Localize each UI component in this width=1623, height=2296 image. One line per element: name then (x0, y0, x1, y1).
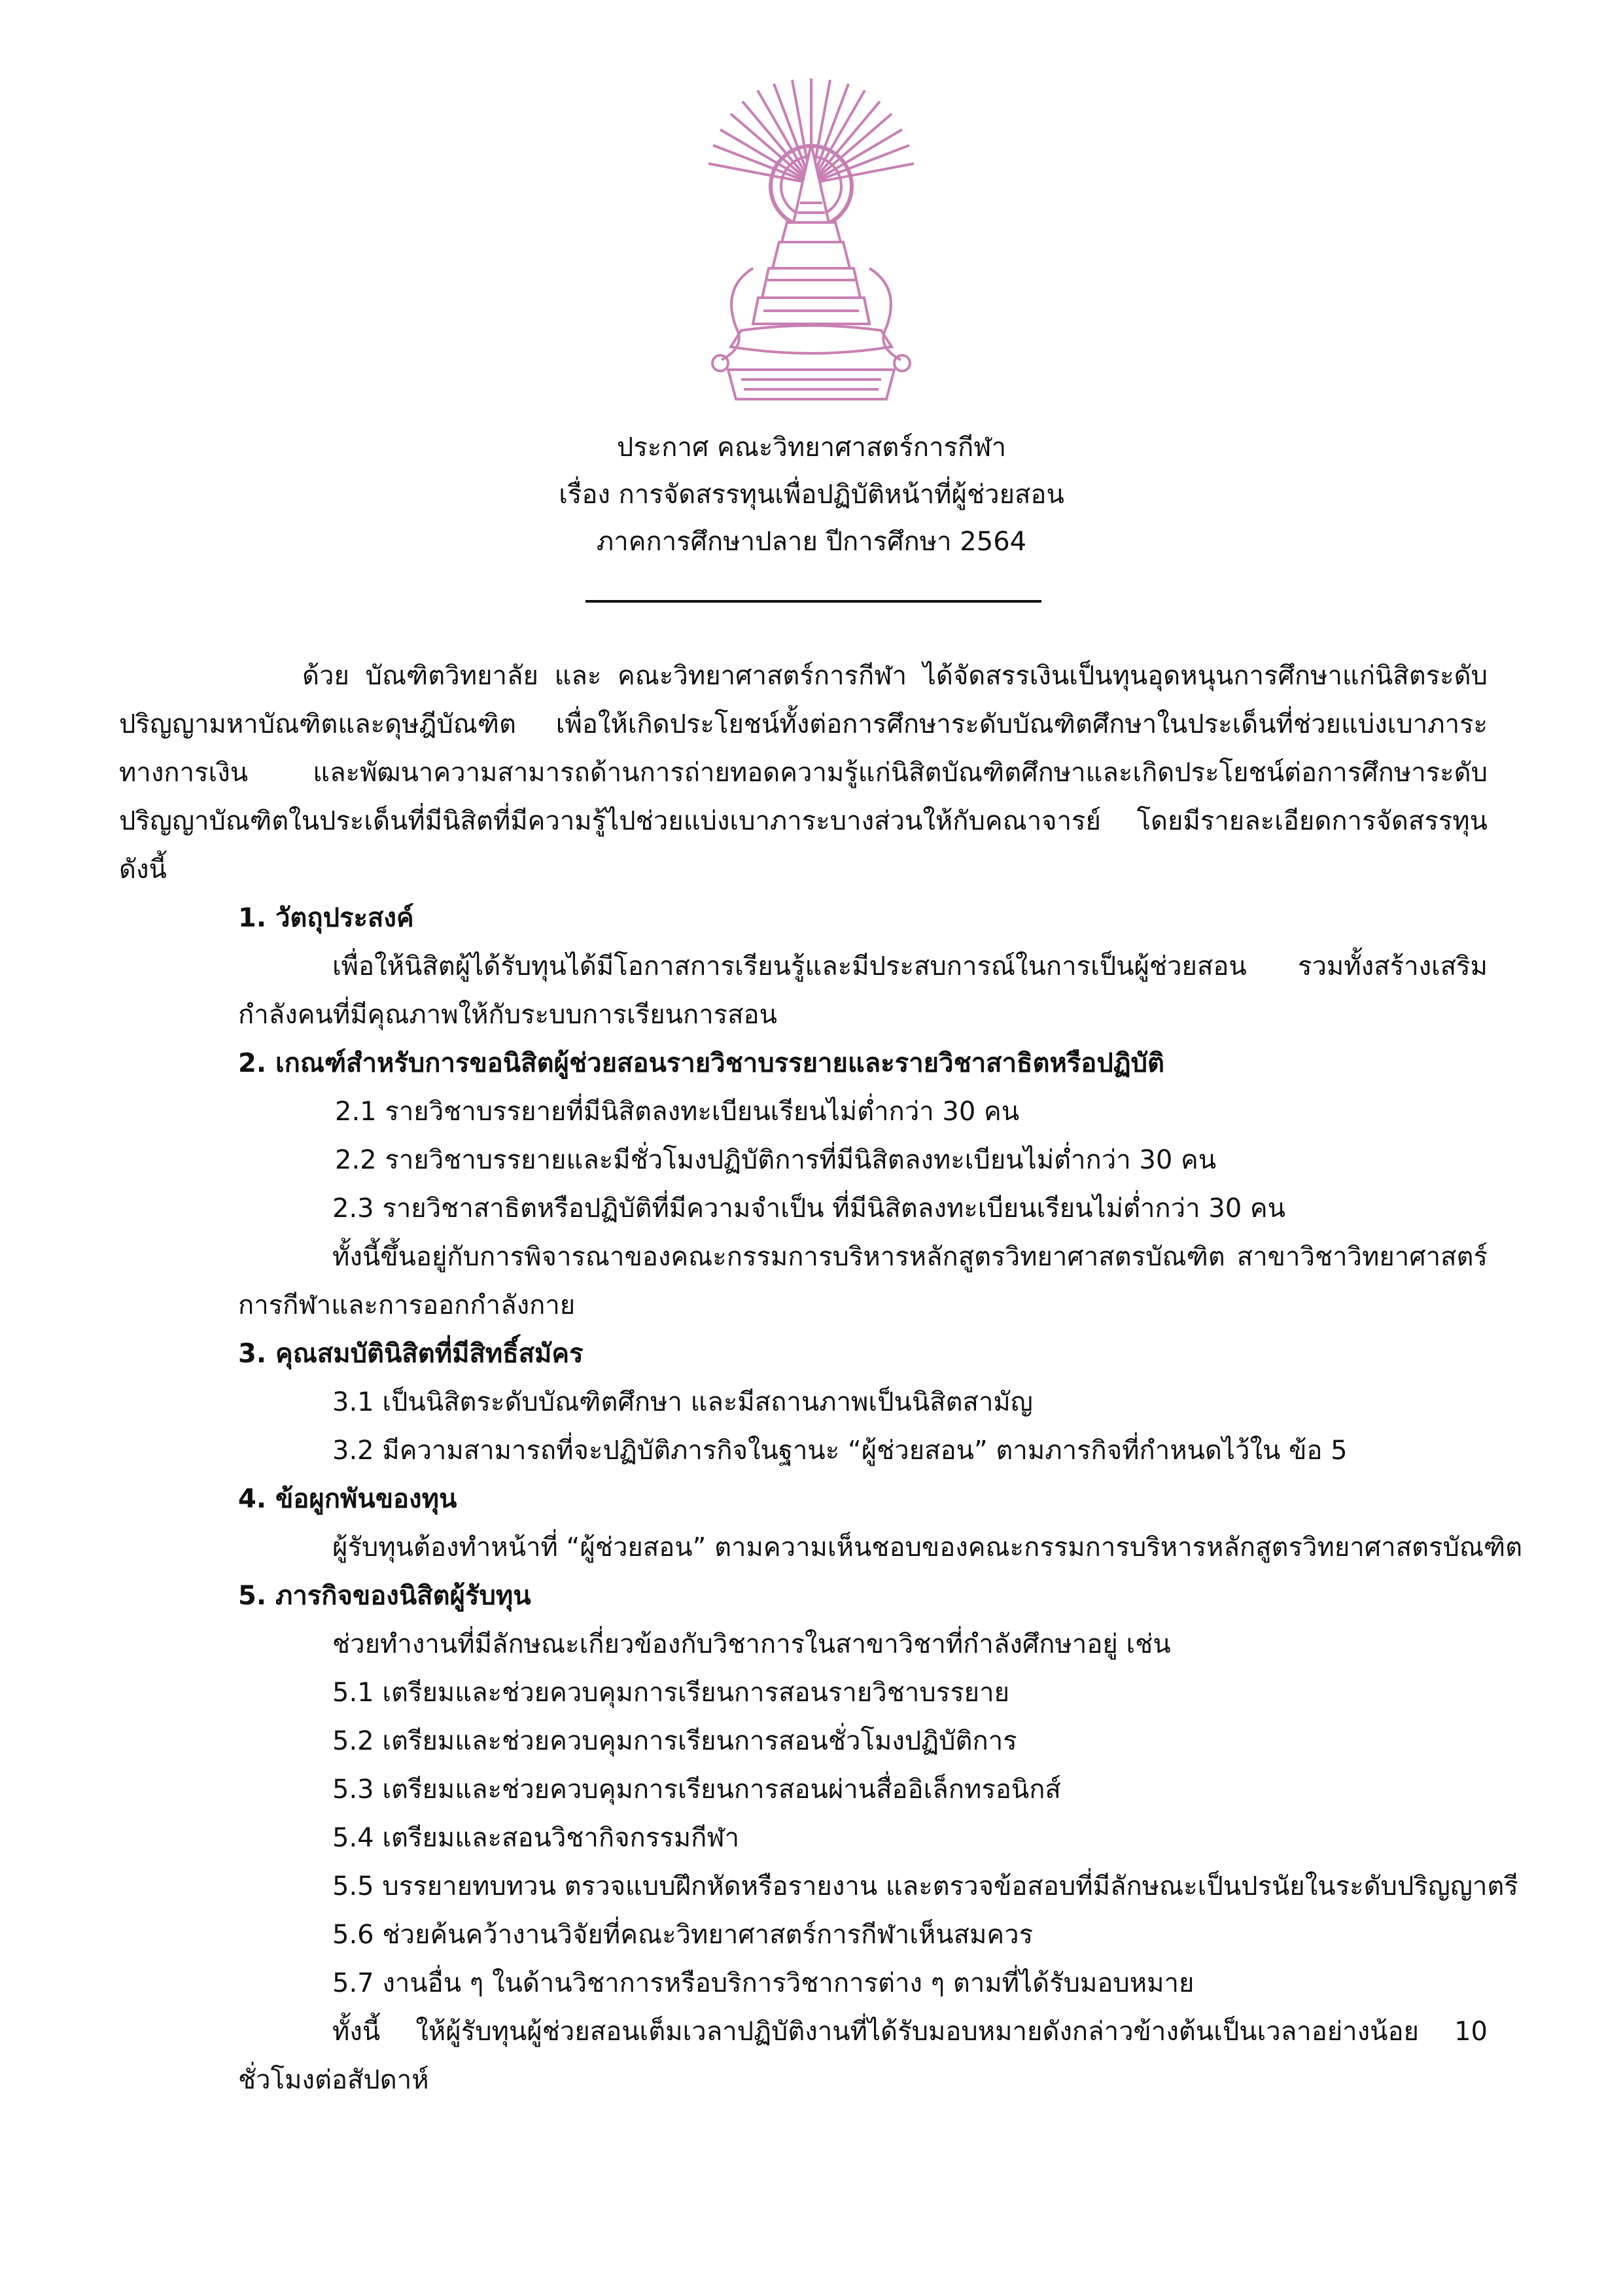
list-item: 5.4 เตรียมและสอนวิชากิจกรรมกีฬา (332, 1823, 740, 1853)
section-4-paragraph: ผู้รับทุนต้องทำหน้าที่ “ผู้ช่วยสอน” ตามความเห็นชอบของคณะกรรมการบริหารหลักสูตรวิทยาศาสตรบัณฑิต (332, 1532, 1523, 1563)
section-heading-3: 3. คุณสมบัตินิสิตที่มีสิทธิ์สมัคร (238, 1339, 584, 1369)
list-item: 5.2 เตรียมและช่วยควบคุมการเรียนการสอนชั่วโมงปฏิบัติการ (332, 1726, 1017, 1756)
intro-line: ปริญญาบัณฑิตในประเด็นที่มีนิสิตที่มีความรู้ไปช่วยแบ่งเบาภาระบางส่วนให้กับคณาจารย์ โดยมีรายละเอียดการจัดสรรทุน (119, 806, 1488, 836)
section-2-note: ทั้งนี้ขึ้นอยู่กับการพิจารณาของคณะกรรมการบริหารหลักสูตรวิทยาศาสตรบัณฑิต สาขาวิชาวิทยาศาสตร์ (332, 1242, 1488, 1272)
section-5-lead: ช่วยทำงานที่มีลักษณะเกี่ยวข้องกับวิชาการในสาขาวิชาที่กำลังศึกษาอยู่ เช่น (332, 1629, 1171, 1659)
section-2-note: การกีฬาและการออกกำลังกาย (238, 1290, 576, 1320)
section-heading-1: 1. วัตถุประสงค์ (238, 903, 414, 933)
section-5-note: ทั้งนี้ ให้ผู้รับทุนผู้ช่วยสอนเต็มเวลาปฏิบัติงานที่ได้รับมอบหมายดังกล่าวข้างต้นเป็นเวลาอย่างน้อย 10 (332, 2017, 1488, 2047)
list-item: 2.2 รายวิชาบรรยายและมีชั่วโมงปฏิบัติการที่มีนิสิตลงทะเบียนไม่ต่ำกว่า 30 คน (335, 1145, 1217, 1175)
title-line-1: ประกาศ คณะวิทยาศาสตร์การกีฬา (616, 433, 1007, 463)
list-item: 2.3 รายวิชาสาธิตหรือปฏิบัติที่มีความจำเป็น ที่มีนิสิตลงทะเบียนเรียนไม่ต่ำกว่า 30 คน (332, 1193, 1285, 1224)
section-heading-5: 5. ภารกิจของนิสิตผู้รับทุน (238, 1581, 531, 1611)
intro-line: ดังนี้ (119, 855, 167, 885)
list-item: 5.5 บรรยายทบทวน ตรวจแบบฝึกหัดหรือรายงาน และตรวจข้อสอบที่มีลักษณะเป็นปรนัยในระดับปริญญาตรี (332, 1871, 1518, 1901)
list-item: 5.3 เตรียมและช่วยควบคุมการเรียนการสอนผ่านสื่ออิเล็กทรอนิกส์ (332, 1775, 1061, 1805)
intro-line: ทางการเงิน และพัฒนาความสามารถด้านการถ่ายทอดความรู้แก่นิสิตบัณฑิตศึกษาและเกิดประโยชน์ต่อการศึกษาระดับ (119, 758, 1488, 788)
list-item: 5.1 เตรียมและช่วยควบคุมการเรียนการสอนรายวิชาบรรยาย (332, 1678, 1010, 1708)
title-line-3: ภาคการศึกษาปลาย ปีการศึกษา 2564 (596, 527, 1027, 557)
university-emblem-logo (695, 72, 928, 412)
list-item: 5.7 งานอื่น ๆ ในด้านวิชาการหรือบริการวิชาการต่าง ๆ ตามที่ได้รับมอบหมาย (332, 1968, 1195, 1998)
announcement-body (119, 652, 1523, 2104)
list-item: 3.2 มีความสามารถที่จะปฏิบัติภารกิจในฐานะ “ผู้ช่วยสอน” ตามภารกิจที่กำหนดไว้ใน ข้อ 5 (332, 1436, 1348, 1466)
section-5-note: ชั่วโมงต่อสัปดาห์ (238, 2065, 429, 2095)
list-item: 3.1 เป็นนิสิตระดับบัณฑิตศึกษา และมีสถานภาพเป็นนิสิตสามัญ (332, 1387, 1033, 1417)
section-1-paragraph: เพื่อให้นิสิตผู้ได้รับทุนได้มีโอกาสการเรียนรู้และมีประสบการณ์ในการเป็นผู้ช่วยสอน รวมทั้งสร้างเสริม (332, 951, 1488, 981)
list-item: 5.6 ช่วยค้นคว้างานวิจัยที่คณะวิทยาศาสตร์การกีฬาเห็นสมควร (332, 1920, 1034, 1950)
title-line-2: เรื่อง การจัดสรรทุนเพื่อปฏิบัติหน้าที่ผู้ช่วยสอน (559, 480, 1064, 510)
intro-line: ปริญญามหาบัณฑิตและดุษฎีบัณฑิต เพื่อให้เกิดประโยชน์ทั้งต่อการศึกษาระดับบัณฑิตศึกษาในประเด็นที่ช่วยแบ่งเบาภาระ (119, 709, 1488, 739)
title-divider (585, 600, 1041, 603)
section-heading-2: 2. เกณฑ์สำหรับการขอนิสิตผู้ช่วยสอนรายวิชาบรรยายและรายวิชาสาธิตหรือปฏิบัติ (238, 1048, 1164, 1078)
section-1-paragraph: กำลังคนที่มีคุณภาพให้กับระบบการเรียนการสอน (238, 1000, 777, 1030)
intro-line: ด้วย บัณฑิตวิทยาลัย และ คณะวิทยาศาสตร์การกีฬา ได้จัดสรรเงินเป็นทุนอุดหนุนการศึกษาแก่นิสิตระดับ (302, 661, 1488, 691)
list-item: 2.1 รายวิชาบรรยายที่มีนิสิตลงทะเบียนเรียนไม่ต่ำกว่า 30 คน (335, 1097, 1020, 1127)
announcement-title (0, 424, 1623, 565)
section-heading-4: 4. ข้อผูกพันของทุน (238, 1484, 457, 1514)
